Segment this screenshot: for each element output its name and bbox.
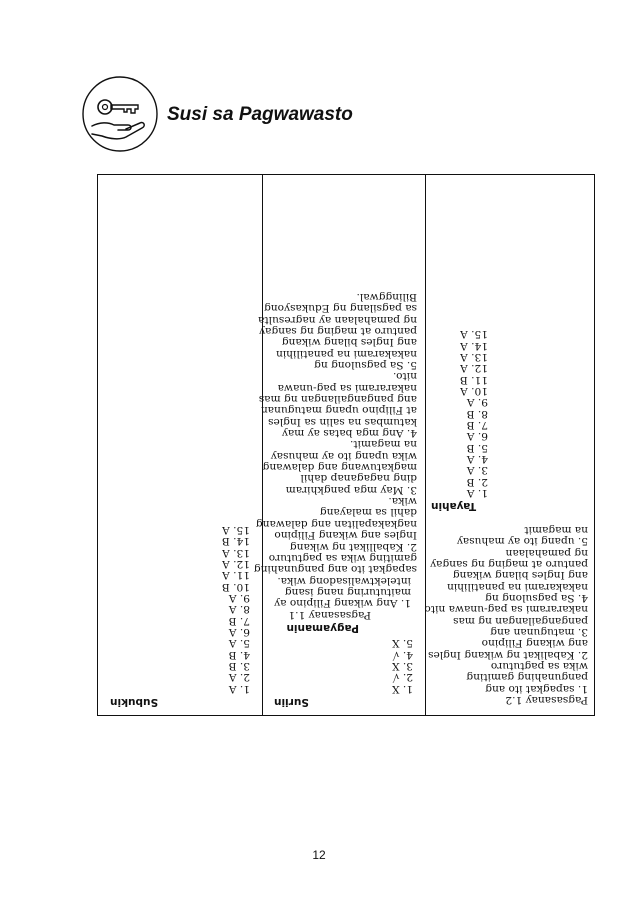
list-item: 2. √ (392, 671, 413, 684)
suriin-title: Suriin (274, 696, 309, 708)
list-item: at Filipino upang matugunan (260, 404, 417, 417)
list-item: wika. (388, 495, 417, 508)
list-item: 5. Sa pagsulong ng (314, 359, 417, 372)
list-item: 12. A (460, 362, 488, 375)
list-item: 2. A (228, 671, 250, 684)
list-item: ang wikang Filipino (481, 637, 588, 650)
list-item: pangunahing gamiting (466, 671, 588, 684)
list-item: 1. X (391, 682, 413, 695)
list-item: magkatuwang ang dalawang (262, 461, 417, 474)
list-item: dahil sa malayang (319, 506, 417, 519)
list-item: 15. A (222, 523, 250, 536)
list-item: 4. √ (392, 648, 413, 661)
list-item: Ingles ang wikang Filipino (274, 529, 417, 542)
list-item: intelektwalisadong wika. (277, 574, 411, 587)
list-item: panturo at maging ng sangay (430, 557, 588, 570)
subukin-column (98, 175, 262, 715)
list-item: ang Ingles bilang wikang (281, 336, 417, 349)
list-item: 6. A (228, 625, 250, 638)
list-item: 5. upang ito ay mahusay (456, 535, 588, 548)
list-item: 5. B (466, 441, 488, 454)
list-item: 5. A (228, 637, 250, 650)
list-item: na magamit (524, 523, 588, 536)
list-item: 2. Kaballikat ng wikang (289, 540, 417, 553)
list-item: ng pamahalaan ay nagresulta (258, 313, 417, 326)
list-item: 2. Kabalikat ng wikang Ingles (428, 648, 588, 661)
list-item: 1. A (466, 487, 488, 500)
list-item: na magamit. (349, 438, 417, 451)
list-item: 7. B (466, 419, 488, 432)
list-item: 9. A (466, 396, 488, 409)
key-in-hand-icon (80, 74, 160, 154)
tayahin-column (425, 175, 596, 715)
list-item: 14. B (222, 535, 250, 548)
list-item: sa pagsilang ng Edukasyong (264, 302, 417, 315)
pagyamanin-title: Pagyamanin (286, 621, 359, 634)
list-item: 4. Sa pagsulong ng (485, 591, 588, 604)
list-item: 4. Ang mga batas ay may (281, 427, 417, 440)
list-item: 7. B (228, 614, 250, 627)
list-item: 15. A (460, 328, 488, 341)
list-item: nakakarami na panatilihin (447, 580, 588, 593)
list-item: 3. A (466, 464, 488, 477)
pagsasanay-label: Pagsasanay 1.1 (288, 608, 371, 621)
list-item: 8. A (228, 603, 250, 616)
list-item: katumbas na salin sa Ingles (268, 415, 417, 428)
page-number: 12 (312, 848, 326, 862)
list-item: 5. X (391, 637, 413, 650)
list-item: 9. A (228, 591, 250, 604)
list-item: ng pamahalaan (505, 546, 588, 559)
list-item: 1. A (228, 682, 250, 695)
list-item: 10. B (222, 580, 250, 593)
list-item: 13. A (222, 546, 250, 559)
page-title: Susi sa Pagwawasto (167, 104, 353, 125)
list-item: nito. (392, 370, 417, 383)
suriin-answers (268, 637, 417, 694)
list-item: ding nagaganap dahil (300, 472, 417, 485)
list-item: pangangailangan ng mas (453, 614, 588, 627)
list-item: panturo at maging ng sangay (259, 325, 417, 337)
list-item: 6. A (466, 430, 488, 443)
list-item: nakararami sa pag-unawa (277, 381, 417, 394)
list-item: 3. May mga pangkhiram (285, 483, 417, 496)
list-item: 1. Ang wikang Filipino ay (274, 597, 411, 610)
list-item: wika sa pagtuturo (490, 659, 588, 672)
list-item: 3. matugunan ang (490, 625, 588, 638)
list-item: wika upang ito ay mahusay (270, 449, 417, 462)
pagsasanay-label: Pagsasanay 1.2 (505, 694, 588, 706)
list-item: 2. B (466, 475, 488, 488)
list-item: 13. A (460, 351, 488, 364)
answer-key-box (97, 174, 595, 716)
list-item: ang Ingles bilang wikang (452, 569, 588, 582)
suriin-column (253, 175, 425, 715)
subukin-title: Subukin (110, 696, 159, 708)
list-item: ang pangangailangan ng mas (258, 393, 417, 406)
list-item: 11. A (222, 569, 250, 582)
list-item: 11. B (460, 373, 488, 386)
list-item: sapagkat ito ang pangunahing (253, 563, 417, 576)
list-item: maituturing nang isang (284, 585, 411, 598)
list-item: 4. A (466, 453, 488, 466)
list-item: 8. B (466, 407, 488, 420)
list-item: nagkakapalitan ang dalawang (255, 517, 417, 530)
subukin-answers (104, 524, 254, 694)
list-item: nakakarami na panatilihin (276, 347, 417, 360)
list-item: 3. B (228, 659, 250, 672)
tayahin-title: Tayahin (431, 500, 477, 513)
list-item: 4. B (228, 648, 250, 661)
list-item: 3. X (391, 659, 413, 672)
list-item: 14. A (460, 339, 488, 352)
tayahin-answers (431, 328, 588, 498)
list-item: Bilinggwal. (356, 290, 417, 303)
list-item: nakararami sa pag-unawa nito (424, 603, 588, 616)
list-item: gamiting wika sa pagtuturo (268, 551, 417, 564)
list-item: 12. A (222, 557, 250, 570)
list-item: 1. sapagkat ito ang (485, 682, 588, 695)
list-item: 10. A (460, 385, 488, 398)
